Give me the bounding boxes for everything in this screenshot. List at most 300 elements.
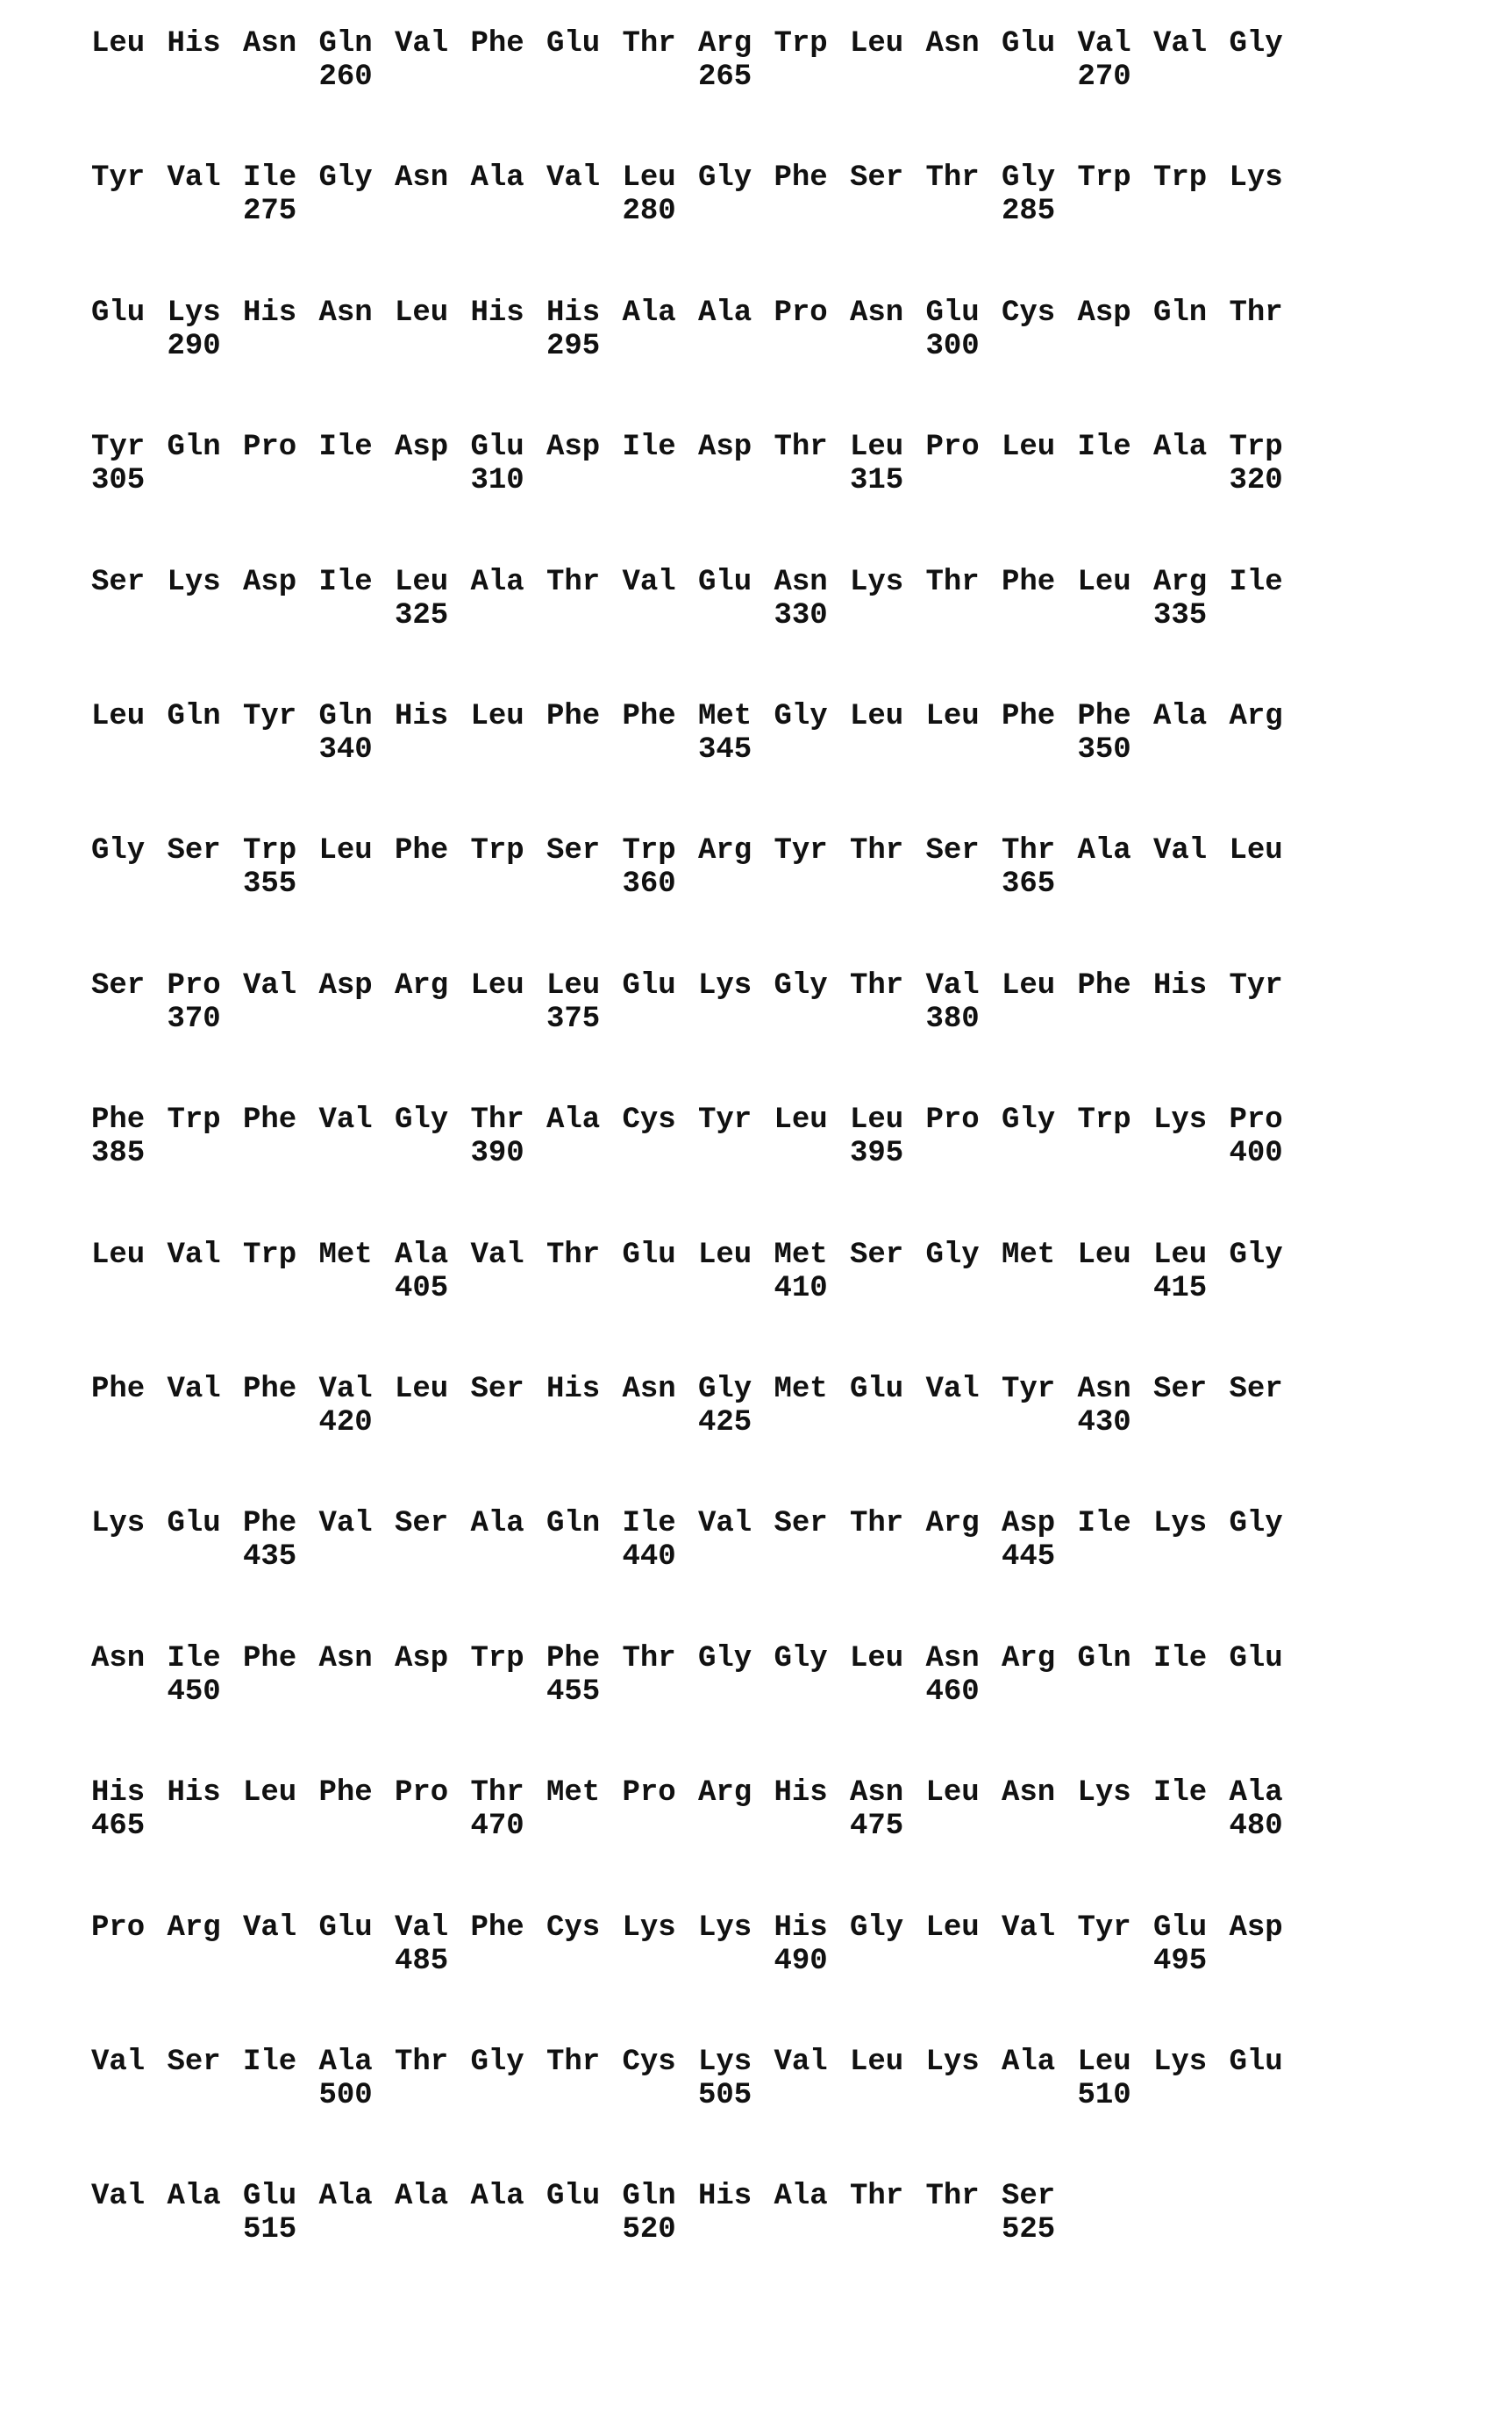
residue: Ala xyxy=(168,2179,244,2214)
residue: Pro xyxy=(168,968,244,1003)
position-number: 310 xyxy=(471,463,524,498)
residue: His xyxy=(168,26,244,61)
residue: Asp xyxy=(698,430,774,465)
position-number: 350 xyxy=(1078,732,1131,768)
residue: Ala xyxy=(1078,833,1154,868)
sequence-row xyxy=(91,1910,1407,1998)
position-number-line xyxy=(91,1675,1407,1710)
residue: Trp xyxy=(243,833,319,868)
residue: Pro xyxy=(926,430,1002,465)
residue: Leu xyxy=(1078,2045,1154,2080)
position-number: 340 xyxy=(319,732,373,768)
residue: Trp xyxy=(168,1103,244,1138)
residue: Glu xyxy=(471,430,547,465)
residue: Gly xyxy=(1230,1238,1306,1273)
residue: His xyxy=(1153,968,1230,1003)
residue: Val xyxy=(1078,26,1154,61)
residue: Val xyxy=(168,1372,244,1407)
residue: Glu xyxy=(698,565,774,600)
residue: Gly xyxy=(319,161,396,196)
residue: Trp xyxy=(471,833,547,868)
residue-line xyxy=(91,1372,1407,1407)
residue: Thr xyxy=(623,1641,699,1676)
residue: Pro xyxy=(774,296,851,331)
position-number: 465 xyxy=(91,1809,145,1844)
residue: Thr xyxy=(926,565,1002,600)
residue: Lys xyxy=(1230,161,1306,196)
residue: Phe xyxy=(91,1372,168,1407)
position-number-line xyxy=(91,2212,1407,2247)
residue: Phe xyxy=(395,833,471,868)
residue: Thr xyxy=(926,161,1002,196)
residue: Pro xyxy=(395,1775,471,1810)
residue: Phe xyxy=(546,1641,623,1676)
residue: Leu xyxy=(850,430,926,465)
residue: Pro xyxy=(91,1910,168,1946)
residue: Asn xyxy=(1002,1775,1078,1810)
residue-line xyxy=(91,968,1407,1003)
position-number: 435 xyxy=(243,1539,296,1575)
residue: Met xyxy=(1002,1238,1078,1273)
position-number: 520 xyxy=(623,2212,676,2247)
residue: Asn xyxy=(319,296,396,331)
residue: Pro xyxy=(1230,1103,1306,1138)
position-number: 460 xyxy=(926,1675,980,1710)
residue: Gln xyxy=(168,430,244,465)
residue: Ser xyxy=(471,1372,547,1407)
residue: Cys xyxy=(546,1910,623,1946)
residue: His xyxy=(546,1372,623,1407)
residue-line xyxy=(91,296,1407,331)
residue: Ala xyxy=(1153,699,1230,734)
residue: Leu xyxy=(1002,430,1078,465)
residue: Phe xyxy=(1078,968,1154,1003)
position-number: 370 xyxy=(168,1002,221,1037)
residue: Ile xyxy=(319,430,396,465)
residue: Asp xyxy=(1002,1506,1078,1541)
residue: Ile xyxy=(319,565,396,600)
position-number-line xyxy=(91,1944,1407,1979)
residue: Thr xyxy=(546,565,623,600)
residue: Val xyxy=(91,2179,168,2214)
residue-line xyxy=(91,430,1407,465)
position-number-line xyxy=(91,194,1407,229)
residue: Thr xyxy=(850,833,926,868)
position-number: 385 xyxy=(91,1136,145,1171)
residue: Ile xyxy=(623,1506,699,1541)
residue: Asn xyxy=(1078,1372,1154,1407)
residue: Ser xyxy=(1230,1372,1306,1407)
residue: Leu xyxy=(850,2045,926,2080)
residue: Ala xyxy=(1002,2045,1078,2080)
residue: Ala xyxy=(471,161,547,196)
position-number-line xyxy=(91,1809,1407,1844)
residue: Ala xyxy=(1230,1775,1306,1810)
residue: Val xyxy=(243,968,319,1003)
residue: Leu xyxy=(926,1910,1002,1946)
residue: Glu xyxy=(623,968,699,1003)
position-number: 315 xyxy=(850,463,903,498)
residue: Arg xyxy=(698,26,774,61)
position-number: 510 xyxy=(1078,2078,1131,2113)
residue: Lys xyxy=(698,968,774,1003)
position-number: 450 xyxy=(168,1675,221,1710)
residue: Ser xyxy=(395,1506,471,1541)
residue: Thr xyxy=(546,1238,623,1273)
residue-line xyxy=(91,1910,1407,1946)
position-number: 420 xyxy=(319,1405,373,1440)
position-number-line xyxy=(91,867,1407,902)
position-number: 445 xyxy=(1002,1539,1055,1575)
position-number: 330 xyxy=(774,598,828,633)
residue: Leu xyxy=(1078,565,1154,600)
residue: Met xyxy=(774,1372,851,1407)
residue: Thr xyxy=(546,2045,623,2080)
sequence-row xyxy=(91,2179,1407,2267)
residue: Glu xyxy=(319,1910,396,1946)
position-number: 320 xyxy=(1230,463,1283,498)
position-number-line xyxy=(91,60,1407,95)
residue: Leu xyxy=(243,1775,319,1810)
residue: Arg xyxy=(395,968,471,1003)
position-number: 380 xyxy=(926,1002,980,1037)
residue: Ala xyxy=(395,1238,471,1273)
residue: Lys xyxy=(623,1910,699,1946)
residue: Gly xyxy=(395,1103,471,1138)
residue: Trp xyxy=(1078,1103,1154,1138)
position-number: 395 xyxy=(850,1136,903,1171)
position-number: 305 xyxy=(91,463,145,498)
residue: Gln xyxy=(623,2179,699,2214)
sequence-row xyxy=(91,430,1407,518)
position-number-line xyxy=(91,1136,1407,1171)
residue: Leu xyxy=(926,699,1002,734)
residue: Leu xyxy=(395,565,471,600)
residue: Ile xyxy=(1078,1506,1154,1541)
residue: Leu xyxy=(546,968,623,1003)
residue: Lys xyxy=(1153,1506,1230,1541)
residue-line xyxy=(91,1641,1407,1676)
residue: Ile xyxy=(243,161,319,196)
residue: Cys xyxy=(623,2045,699,2080)
residue: Asn xyxy=(623,1372,699,1407)
residue: Arg xyxy=(1002,1641,1078,1676)
residue: Ala xyxy=(471,2179,547,2214)
residue: His xyxy=(774,1910,851,1946)
residue-line xyxy=(91,833,1407,868)
residue: Lys xyxy=(91,1506,168,1541)
position-number: 405 xyxy=(395,1271,448,1306)
residue: Ile xyxy=(1153,1775,1230,1810)
residue: Leu xyxy=(1153,1238,1230,1273)
residue: Val xyxy=(243,1910,319,1946)
residue: Leu xyxy=(91,1238,168,1273)
residue: Trp xyxy=(1078,161,1154,196)
position-number: 295 xyxy=(546,329,600,364)
residue: Val xyxy=(926,1372,1002,1407)
position-number: 325 xyxy=(395,598,448,633)
residue: Gly xyxy=(698,1641,774,1676)
residue: Leu xyxy=(395,296,471,331)
residue: Arg xyxy=(926,1506,1002,1541)
residue: Thr xyxy=(623,26,699,61)
position-number: 440 xyxy=(623,1539,676,1575)
residue: Asp xyxy=(1230,1910,1306,1946)
residue: Ala xyxy=(319,2179,396,2214)
position-number-line xyxy=(91,463,1407,498)
residue: Thr xyxy=(395,2045,471,2080)
position-number: 390 xyxy=(471,1136,524,1171)
residue: Val xyxy=(1002,1910,1078,1946)
residue: Phe xyxy=(1002,565,1078,600)
residue: Ser xyxy=(850,1238,926,1273)
residue: Ala xyxy=(471,1506,547,1541)
residue: Leu xyxy=(91,699,168,734)
residue: Gln xyxy=(1153,296,1230,331)
residue: Lys xyxy=(850,565,926,600)
residue: His xyxy=(395,699,471,734)
sequence-row xyxy=(91,296,1407,383)
residue-line xyxy=(91,699,1407,734)
residue: Ser xyxy=(168,833,244,868)
position-number: 425 xyxy=(698,1405,752,1440)
residue-line xyxy=(91,1506,1407,1541)
residue: Met xyxy=(319,1238,396,1273)
position-number: 500 xyxy=(319,2078,373,2113)
residue: Ser xyxy=(1002,2179,1078,2214)
residue: Thr xyxy=(850,968,926,1003)
residue: Glu xyxy=(168,1506,244,1541)
residue: Phe xyxy=(243,1372,319,1407)
position-number: 345 xyxy=(698,732,752,768)
residue: Met xyxy=(546,1775,623,1810)
residue: Ala xyxy=(319,2045,396,2080)
residue: Phe xyxy=(1078,699,1154,734)
residue: Ala xyxy=(698,296,774,331)
residue: Ile xyxy=(243,2045,319,2080)
residue: Ala xyxy=(1153,430,1230,465)
residue: Gln xyxy=(319,26,396,61)
position-number: 365 xyxy=(1002,867,1055,902)
sequence-row xyxy=(91,968,1407,1056)
residue: Gly xyxy=(926,1238,1002,1273)
residue: Thr xyxy=(926,2179,1002,2214)
residue: Thr xyxy=(850,2179,926,2214)
residue: Glu xyxy=(623,1238,699,1273)
residue: Val xyxy=(698,1506,774,1541)
position-number-line xyxy=(91,1002,1407,1037)
position-number: 265 xyxy=(698,60,752,95)
residue: His xyxy=(774,1775,851,1810)
position-number: 515 xyxy=(243,2212,296,2247)
residue: Ala xyxy=(774,2179,851,2214)
residue: Ile xyxy=(168,1641,244,1676)
position-number-line xyxy=(91,1539,1407,1575)
residue: Arg xyxy=(698,1775,774,1810)
residue: Ser xyxy=(926,833,1002,868)
residue: Gln xyxy=(1078,1641,1154,1676)
residue: Arg xyxy=(1230,699,1306,734)
residue: Tyr xyxy=(1002,1372,1078,1407)
residue: Gly xyxy=(1230,26,1306,61)
residue: Val xyxy=(395,1910,471,1946)
residue-line xyxy=(91,1103,1407,1138)
residue: Ser xyxy=(1153,1372,1230,1407)
residue: Pro xyxy=(926,1103,1002,1138)
residue: Leu xyxy=(319,833,396,868)
residue: Tyr xyxy=(1078,1910,1154,1946)
position-number: 285 xyxy=(1002,194,1055,229)
residue: Gly xyxy=(1002,1103,1078,1138)
residue: Glu xyxy=(243,2179,319,2214)
residue: Phe xyxy=(243,1103,319,1138)
residue: Phe xyxy=(471,26,547,61)
residue: Gly xyxy=(91,833,168,868)
residue: Glu xyxy=(850,1372,926,1407)
residue: Lys xyxy=(698,2045,774,2080)
residue: Glu xyxy=(1002,26,1078,61)
residue: Val xyxy=(1153,26,1230,61)
sequence-row xyxy=(91,1775,1407,1863)
residue: Gly xyxy=(850,1910,926,1946)
residue: His xyxy=(546,296,623,331)
residue: Glu xyxy=(1230,1641,1306,1676)
residue: Asn xyxy=(319,1641,396,1676)
residue: His xyxy=(698,2179,774,2214)
residue: Pro xyxy=(243,430,319,465)
residue: Val xyxy=(319,1372,396,1407)
residue: Val xyxy=(546,161,623,196)
residue: Leu xyxy=(850,1103,926,1138)
residue: Phe xyxy=(243,1641,319,1676)
position-number: 470 xyxy=(471,1809,524,1844)
residue: Gly xyxy=(1002,161,1078,196)
residue: Leu xyxy=(1230,833,1306,868)
residue: Cys xyxy=(1002,296,1078,331)
position-number: 355 xyxy=(243,867,296,902)
residue: Asn xyxy=(774,565,851,600)
residue: Lys xyxy=(1153,1103,1230,1138)
residue: Asn xyxy=(395,161,471,196)
residue: Ser xyxy=(168,2045,244,2080)
residue: Ala xyxy=(395,2179,471,2214)
sequence-row xyxy=(91,1372,1407,1460)
residue: Phe xyxy=(774,161,851,196)
position-number: 415 xyxy=(1153,1271,1207,1306)
residue: Leu xyxy=(698,1238,774,1273)
sequence-row xyxy=(91,1641,1407,1729)
residue: Phe xyxy=(546,699,623,734)
residue: Leu xyxy=(1002,968,1078,1003)
residue: Trp xyxy=(471,1641,547,1676)
position-number: 260 xyxy=(319,60,373,95)
residue: Met xyxy=(698,699,774,734)
residue: Thr xyxy=(774,430,851,465)
residue: Asp xyxy=(546,430,623,465)
residue: Ala xyxy=(623,296,699,331)
residue: Thr xyxy=(1230,296,1306,331)
residue: Asn xyxy=(926,26,1002,61)
residue: Gly xyxy=(698,161,774,196)
residue: Arg xyxy=(1153,565,1230,600)
residue: Trp xyxy=(1153,161,1230,196)
residue: Val xyxy=(1153,833,1230,868)
residue: Trp xyxy=(623,833,699,868)
residue: Tyr xyxy=(91,161,168,196)
residue-line xyxy=(91,161,1407,196)
residue: Phe xyxy=(1002,699,1078,734)
residue: Glu xyxy=(926,296,1002,331)
sequence-row xyxy=(91,2045,1407,2132)
position-number: 290 xyxy=(168,329,221,364)
position-number: 275 xyxy=(243,194,296,229)
sequence-row xyxy=(91,833,1407,921)
position-number-line xyxy=(91,598,1407,633)
residue: Phe xyxy=(91,1103,168,1138)
residue: Gly xyxy=(698,1372,774,1407)
residue: Trp xyxy=(774,26,851,61)
residue: Asn xyxy=(91,1641,168,1676)
residue-line xyxy=(91,1775,1407,1810)
residue: Leu xyxy=(850,699,926,734)
residue: Asn xyxy=(926,1641,1002,1676)
residue: Lys xyxy=(168,296,244,331)
residue: Ser xyxy=(91,565,168,600)
residue: Lys xyxy=(168,565,244,600)
residue: Tyr xyxy=(91,430,168,465)
residue: Ser xyxy=(774,1506,851,1541)
residue: Glu xyxy=(546,26,623,61)
residue-line xyxy=(91,2179,1407,2214)
residue: Ala xyxy=(471,565,547,600)
residue: Gln xyxy=(546,1506,623,1541)
residue: Phe xyxy=(623,699,699,734)
residue: Trp xyxy=(243,1238,319,1273)
residue: Thr xyxy=(850,1506,926,1541)
sequence-row xyxy=(91,565,1407,653)
sequence-row xyxy=(91,699,1407,787)
residue: Leu xyxy=(91,26,168,61)
residue: Leu xyxy=(926,1775,1002,1810)
residue: Phe xyxy=(319,1775,396,1810)
position-number: 375 xyxy=(546,1002,600,1037)
sequence-row xyxy=(91,161,1407,248)
residue: Asp xyxy=(395,1641,471,1676)
residue: Asp xyxy=(243,565,319,600)
residue: Ala xyxy=(546,1103,623,1138)
sequence-row xyxy=(91,26,1407,114)
residue: Glu xyxy=(546,2179,623,2214)
residue: Asn xyxy=(850,1775,926,1810)
position-number: 270 xyxy=(1078,60,1131,95)
residue: Leu xyxy=(623,161,699,196)
position-number: 410 xyxy=(774,1271,828,1306)
position-number: 335 xyxy=(1153,598,1207,633)
residue: Thr xyxy=(471,1103,547,1138)
position-number: 525 xyxy=(1002,2212,1055,2247)
residue: Gln xyxy=(168,699,244,734)
residue: His xyxy=(91,1775,168,1810)
residue: Glu xyxy=(91,296,168,331)
residue: Glu xyxy=(1153,1910,1230,1946)
residue: Val xyxy=(319,1506,396,1541)
residue: Asp xyxy=(319,968,396,1003)
residue: Ser xyxy=(546,833,623,868)
residue: Ile xyxy=(1230,565,1306,600)
residue: Asn xyxy=(243,26,319,61)
residue: Val xyxy=(168,1238,244,1273)
position-number: 485 xyxy=(395,1944,448,1979)
